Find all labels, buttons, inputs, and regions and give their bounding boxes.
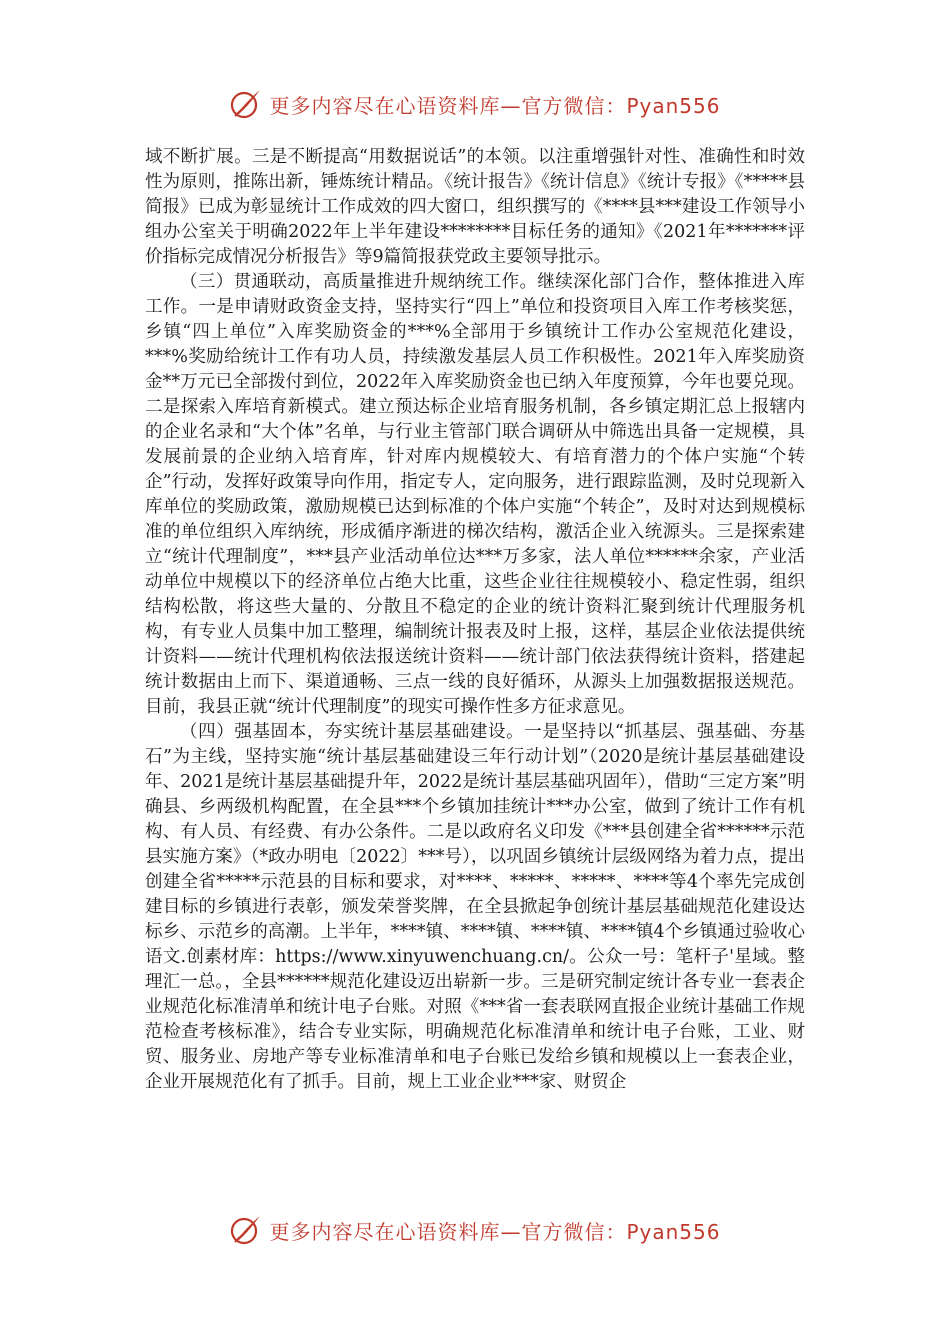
- footer-banner-text: 更多内容尽在心语资料库—官方微信：Pyan556: [269, 1219, 721, 1244]
- quill-logo-icon: [229, 87, 263, 121]
- header-banner-text: 更多内容尽在心语资料库—官方微信：Pyan556: [269, 93, 721, 118]
- footer-banner: [0, 1210, 950, 1250]
- quill-logo-icon: [229, 1213, 263, 1247]
- header-banner: [0, 84, 950, 124]
- paragraph-section-4: （四）强基固本，夯实统计基层基础建设。一是坚持以“抓基层、强基础、夯基石”为主线，坚持实施“统计基层基础建设三年行动计划”（2020是统计基层基础建设年、2021是统计基层基础提升年，2022是统计基层基础巩固年），借助“三定方案”明确县、乡两级机构配置，在全县***个乡镇加挂统计***办公室，做到了统计工作有机构、有人员、有经费、有办公条件。二是以政府名义印发《***县创建全省******示范县实施方案》（*政办明电〔2022〕***号），以巩固乡镇统计层级网络为着力点，提出创建全省*****示范县的目标和要求，对****、*****、*****、****等4个率先完成创建目标的乡镇进行表彰，颁发荣誉奖牌，在全县掀起争创统计基层基础规范化建设达标乡、示范乡的高潮。上半年，****镇、****镇、****镇、****镇4个乡镇通过验收心语文.创素材库：https://www.xinyuwenchuang.cn/。公众一号：笔杆子'星域。整理汇一总。，全县******规范化建设迈出崭新一步。三是研究制定统计各专业一套表企业规范化标准清单和统计电子台账。对照《***省一套表联网直报企业统计基础工作规范检查考核标准》，结合专业实际，明确规范化标准清单和统计电子台账，工业、财贸、服务业、房地产等专业标准清单和电子台账已发给乡镇和规模以上一套表企业，企业开展规范化有了抓手。目前，规上工业企业***家、财贸企: [145, 722, 805, 1092]
- paragraph-continued: 域不断扩展。三是不断提高“用数据说话”的本领。以注重增强针对性、准确性和时效性为原则，推陈出新，锤炼统计精品。《统计报告》《统计信息》《统计专报》《*****县简报》已成为彰显统计工作成效的四大窗口，组织撰写的《****县***建设工作领导小组办公室关于明确2022年上半年建设********目标任务的通知》《2021年*******评价指标完成情况分析报告》等9篇简报获党政主要领导批示。: [145, 147, 805, 267]
- document-body: [145, 145, 805, 1095]
- paragraph-section-3: （三）贯通联动，高质量推进升规纳统工作。继续深化部门合作，整体推进入库工作。一是申请财政资金支持，坚持实行“四上”单位和投资项目入库工作考核奖惩，乡镇“四上单位”入库奖励资金的***%全部用于乡镇统计工作办公室规范化建设，***%奖励给统计工作有功人员，持续激发基层人员工作积极性。2021年入库奖励资金**万元已全部拨付到位，2022年入库奖励资金也已纳入年度预算，今年也要兑现。二是探索入库培育新模式。建立预达标企业培育服务机制，各乡镇定期汇总上报辖内的企业名录和“大个体”名单，与行业主管部门联合调研从中筛选出具备一定规模，具发展前景的企业纳入培育库，针对库内规模较大、有培育潜力的个体户实施“个转企”行动，发挥好政策导向作用，指定专人，定向服务，进行跟踪监测，及时兑现新入库单位的奖励政策，激励规模已达到标准的个体户实施“个转企”，及时对达到规模标准的单位组织入库纳统，形成循序渐进的梯次结构，激活企业入统源头。三是探索建立“统计代理制度”，***县产业活动单位达***万多家，法人单位******余家，产业活动单位中规模以下的经济单位占绝大比重，这些企业往往规模较小、稳定性弱，组织结构松散，将这些大量的、分散且不稳定的企业的统计资料汇聚到统计代理服务机构，有专业人员集中加工整理，编制统计报表及时上报，这样，基层企业依法提供统计资料——统计代理机构依法报送统计资料——统计部门依法获得统计资料，搭建起统计数据由上而下、渠道通畅、三点一线的良好循环，从源头上加强数据报送规范。目前，我县正就“统计代理制度”的现实可操作性多方征求意见。: [145, 272, 805, 717]
